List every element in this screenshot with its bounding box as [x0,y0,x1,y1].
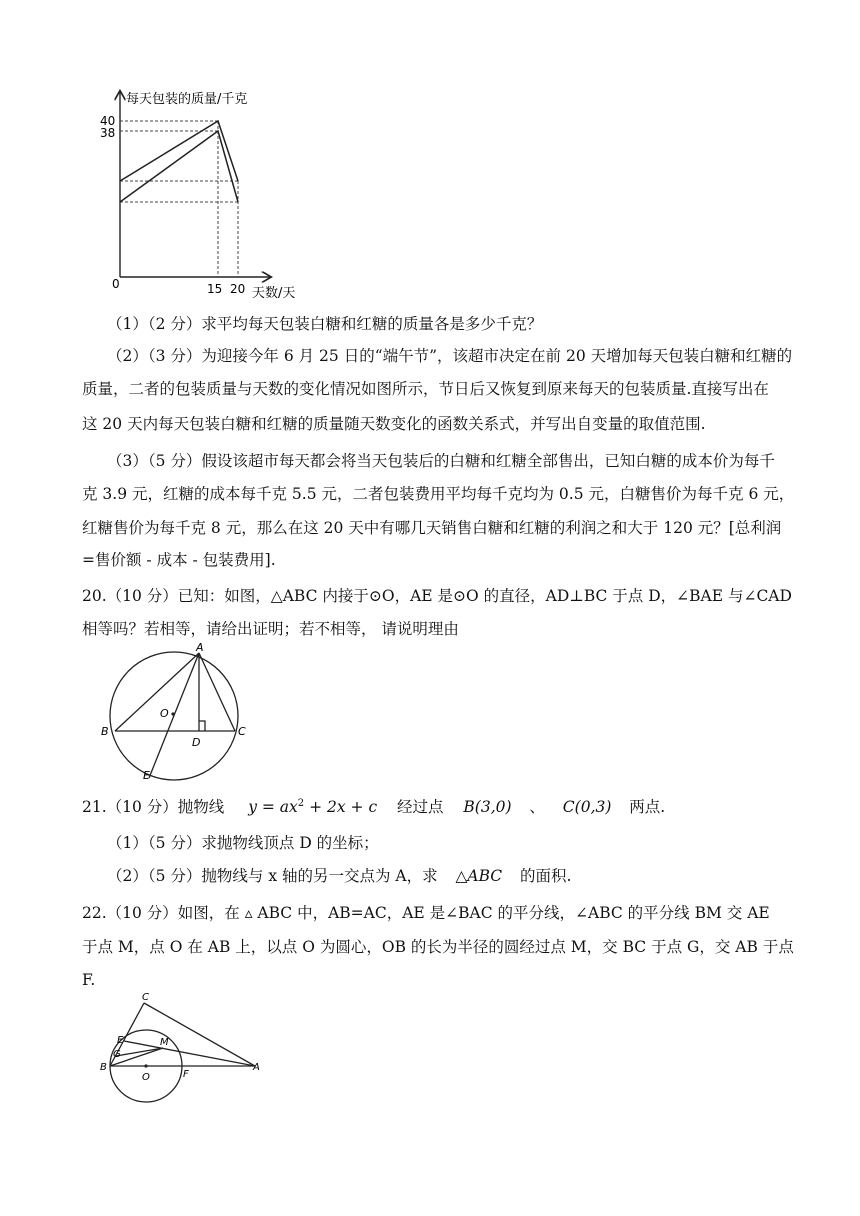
circle-triangle-figure [96,642,256,786]
label-b: B [101,725,109,738]
q21-sep: 、 [529,798,545,817]
q21-part1: （1）（5 分）求抛物线顶点 D 的坐标； [107,834,379,852]
label-c: C [238,725,246,738]
package-quantity-graph [90,84,330,304]
q22-line1: 22.（10 分）如图，在 ▵ ABC 中，AB=AC，AE 是∠BAC 的平分线，∠ABC 的平分线 BM 交 AE [82,904,770,922]
segment-ae [149,653,199,778]
x-tick-20: 20 [230,282,246,296]
q21-point-b: B(3,0) [463,798,512,817]
label-e: E [143,769,150,782]
segment-ea [124,1041,255,1066]
center-dot [144,1064,147,1067]
y-tick-38: 38 [100,126,116,140]
q21-eq-ax: ax [279,798,298,817]
sugar-line-lower [120,131,238,202]
q21-part2-a: （2）（5 分）抛物线与 x 轴的另一交点为 A，求 [107,867,438,885]
q21-part2-triangle: △ABC [455,867,503,885]
q19-part2-line3: 这 20 天内每天包装白糖和红糖的质量随天数变化的函数关系式，并写出自变量的取值范围. [82,415,706,433]
q21-part2-b: 的面积. [520,867,572,885]
q19-part2-line1: （2）（3 分）为迎接今年 6 月 25 日的“端午节”，该超市决定在前 20 天增加每天包装白糖和红糖的 [107,347,793,365]
label-e: E [117,1035,124,1046]
segment-ca [144,1003,255,1066]
q21-point-c: C(0,3) [562,798,612,817]
label-a: A [196,642,204,654]
origin-label: 0 [112,277,120,291]
q20-line2: 相等吗？若相等，请给出证明；若不相等， 请说明理由 [82,620,459,638]
y-tick-40: 40 [100,114,116,128]
label-g: G [113,1049,121,1060]
q21-tail: 两点. [629,798,666,817]
label-b: B [100,1062,107,1073]
segment-ab [115,653,199,731]
label-o: O [142,1072,150,1083]
label-m: M [160,1037,169,1048]
q21-line1 [82,794,665,817]
q19-part2-line2: 质量，二者的包装质量与天数的变化情况如图所示，节日后又恢复到原来每天的包装质量.直接写出在 [82,380,769,398]
label-f: F [183,1069,189,1080]
label-d: D [192,736,201,749]
q21-eq-equals: = [256,798,280,817]
label-c: C [142,992,149,1003]
q20-line1: 20.（10 分）已知：如图，△ABC 内接于⊙O，AE 是⊙O 的直径，AD⊥BC 于点 D，∠BAE 与∠CAD [82,587,792,605]
q22-line2: 于点 M，点 O 在 AB 上，以点 O 为圆心，OB 的长为半径的圆经过点 M，交 BC 于点 G，交 AB 于点 [82,938,794,956]
q19-part3-line3: 红糖售价为每千克 8 元，那么在这 20 天中有哪几天销售白糖和红糖的利润之和大于 120 元？[总利润 [82,519,782,537]
q22-line3: F. [82,971,96,989]
y-axis-label: 每天包装的质量/千克 [126,92,248,107]
center-dot [171,712,174,715]
q21-head: 21.（10 分）抛物线 [82,798,225,817]
label-a: A [253,1062,260,1073]
q21-eq-rest: + 2x + c [304,798,378,817]
q21-eq-y: y [248,798,257,817]
x-axis-label: 天数/天 [252,286,296,301]
q21-part2 [107,866,571,886]
q19-part3-line4: =售价额 - 成本 - 包装费用]. [82,551,276,569]
right-angle-mark [199,721,205,731]
segment-gm [116,1048,163,1056]
q19-part3-line2: 克 3.9 元，红糖的成本每千克 5.5 元，二者包装费用平均每千克均为 0.5 元，白糖售价为每千克 6 元， [82,485,795,503]
label-o: O [160,707,169,720]
segment-ac [199,653,235,731]
q19-part3-line1: （3）（5 分）假设该超市每天都会将当天包装后的白糖和红糖全部售出，已知白糖的成本价为每千 [107,452,775,470]
x-tick-15: 15 [207,282,223,296]
q21-mid: 经过点 [397,798,444,817]
triangle-circle-figure [96,990,271,1110]
q21-eq-sup: 2 [297,798,305,809]
sugar-line-upper [120,121,238,181]
q19-part1: （1）（2 分）求平均每天包装白糖和红糖的质量各是多少千克？ [107,315,543,333]
